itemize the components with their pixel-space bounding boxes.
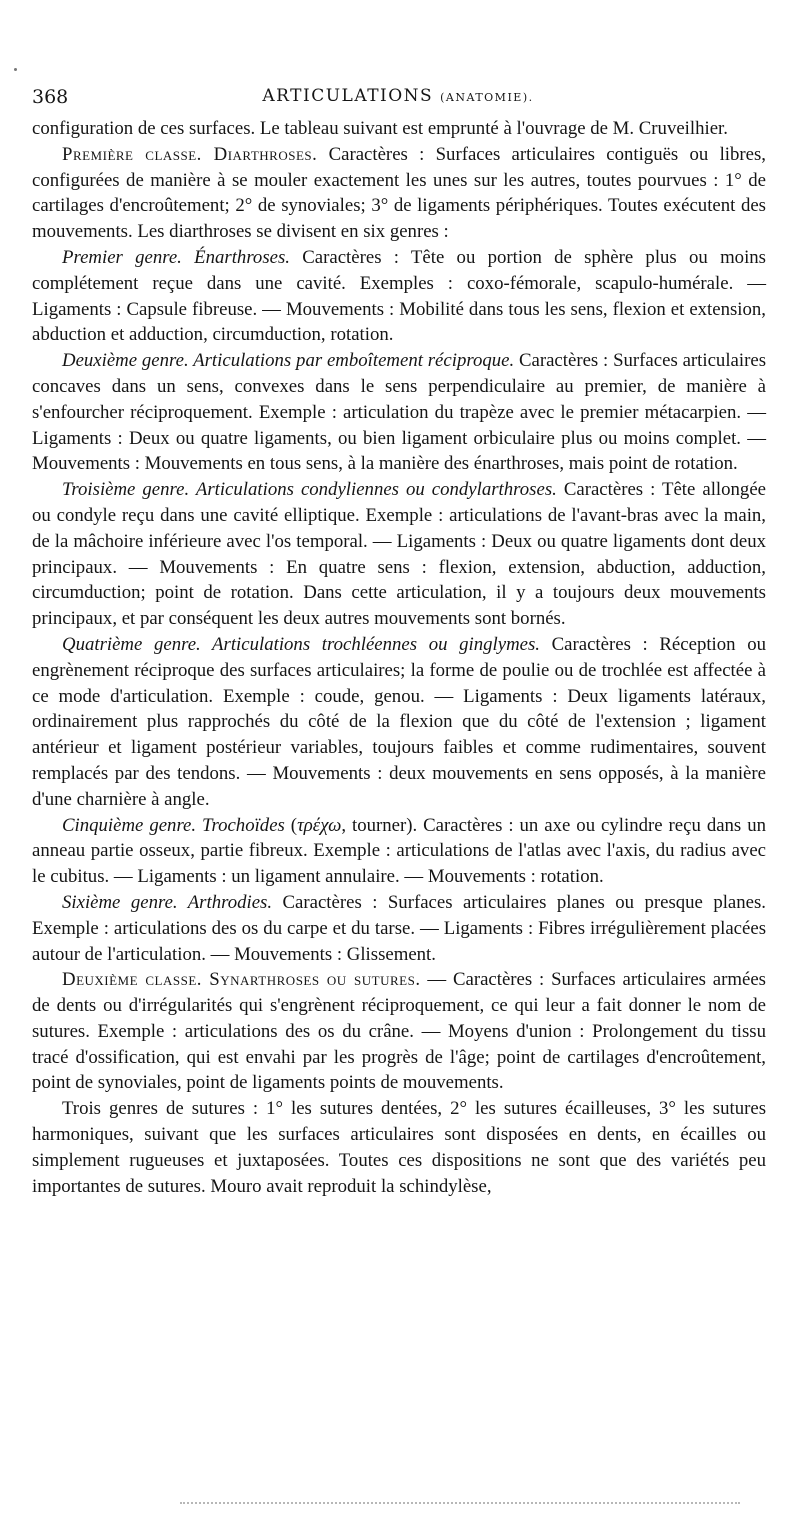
- paragraph-sixieme-genre: [32, 890, 766, 967]
- paragraph-deuxieme-genre: [32, 348, 766, 477]
- running-title: ARTICULATIONS: [262, 86, 434, 106]
- paragraph-text: Caractères : Réception ou engrènement réciproque des surfaces articulaires; la forme de poulie ou de trochlée est affectée à ce mode d'articulation. Exemple : coude, genou. — Ligaments : Deux ligaments latéraux, ordinairement plus rapprochés du côté de la flexion que du côté de l'extension ; ligament antérieur et ligament postérieur variables, toujours faibles et comme rudimentaires, souvent remplacés par des tendons. — Mouvements : deux mouvements en sens opposés, à la manière d'une charnière à angle.: [32, 633, 766, 810]
- paragraph-text: Caractères : Tête allongée ou condyle reçu dans une cavité elliptique. Exemple : articulations de l'avant-bras avec la main, de la mâchoire inférieure avec l'os temporal. — Ligaments : Deux ou quatre ligaments dont deux principaux. — Mouvements : En quatre sens : flexion, extension, abduction, adduction, circumduction; point de rotation. Dans cette articulation, il y a toujours deux mouvements principaux, et par conséquent les deux autres mouvements sont bornés.: [32, 479, 766, 630]
- paragraph-cinquieme-genre: [32, 813, 766, 890]
- footer-rule: [180, 1502, 740, 1508]
- paragraph-premier-genre: [32, 245, 766, 348]
- genre-label: Sixième genre. Arthrodies.: [62, 891, 273, 913]
- paragraph-text: Caractères : Surfaces articulaires contiguës ou libres, configurées de manière à se mouler exactement les unes sur les autres, toutes pourvues : 1° de cartilages d'encroûtement; 2° de synoviales; 3° de ligaments périphériques. Toutes exécutent des mouvements. Les diarthroses se divisent en six genres :: [32, 143, 766, 243]
- paragraph-sutures: Trois genres de sutures : 1° les sutures dentées, 2° les sutures écailleuses, 3° les sutures harmoniques, suivant que les surfaces articulaires sont disposées en dents, en écailles ou simplement rugueuses et juxtaposées. Toutes ces dispositions ne sont que des variétés peu importantes de sutures. Mouro avait reproduit la schindylèse,: [32, 1098, 766, 1197]
- paragraph-text: Caractères : Tête ou portion de sphère plus ou moins complétement reçue dans une cavité. Exemples : coxo-fémorale, scapulo-humérale. — Ligaments : Capsule fibreuse. — Mouvements : Mobilité dans tous les sens, flexion et extension, abduction et adduction, circumduction, rotation.: [32, 246, 766, 346]
- genre-label: Cinquième genre. Trochoïdes: [62, 814, 285, 836]
- body-text: [32, 116, 766, 1199]
- paragraph-intro: configuration de ces surfaces. Le tableau suivant est emprunté à l'ouvrage de M. Cruveilhier.: [32, 118, 728, 139]
- paragraph-premiere-classe: [32, 142, 766, 245]
- running-subtitle: (ANATOMIE).: [440, 91, 534, 104]
- genre-label: Troisième genre. Articulations condyliennes ou condylarthroses.: [62, 479, 557, 501]
- greek-paren: (: [284, 814, 298, 836]
- genre-label: Deuxième genre. Articulations par emboîtement réciproque.: [62, 350, 515, 372]
- page-number: 368: [32, 86, 69, 108]
- paragraph-troisieme-genre: [32, 477, 766, 632]
- section-label: Première classe. Diarthroses.: [62, 143, 318, 165]
- paragraph-text: , tourner). Caractères : un axe ou cylindre reçu dans un anneau partie osseux, partie fibreux. Exemple : articulations de l'atlas avec l'axis, du radius avec le cubitus. — Ligaments : un ligament annulaire. — Mouvements : rotation.: [32, 814, 766, 888]
- genre-label: Premier genre. Énarthroses.: [62, 246, 290, 268]
- running-head: [32, 86, 764, 106]
- genre-label: Quatrième genre. Articulations trochléennes ou ginglymes.: [62, 633, 540, 655]
- paragraph-text: — Caractères : Surfaces articulaires armées de dents ou d'irrégularités qui s'engrènent réciproquement, ce qui leur a fait donner le nom de sutures. Exemple : articulations des os du crâne. — Moyens d'union : Prolongement du tissu tracé d'ossification, qui est envahi par les progrès de l'âge; point de cartilages d'encroûtement, point de synoviales, point de ligaments points de mouvements.: [32, 969, 766, 1094]
- section-label: Deuxième classe. Synarthroses ou sutures.: [62, 969, 421, 991]
- paragraph-text: Caractères : Surfaces articulaires planes ou presque planes. Exemple : articulations des os du carpe et du tarse. — Ligaments : Fibres irrégulièrement placées autour de l'articulation. — Mouvements : Glissement.: [32, 891, 767, 965]
- paragraph-text: Caractères : Surfaces articulaires concaves dans un sens, convexes dans le sens perpendiculaire au premier, de manière à s'enfourcher réciproquement. Exemple : articulation du trapèze avec le premier métacarpien. — Ligaments : Deux ou quatre ligaments, ou bien ligament orbiculaire plus ou moins complet. — Mouvements : Mouvements en tous sens, à la manière des énarthroses, mais point de rotation.: [32, 350, 766, 475]
- greek-word: τρέχω: [297, 814, 342, 836]
- paragraph-deuxieme-classe: [32, 967, 766, 1096]
- page-header: [32, 86, 764, 112]
- paragraph-quatrieme-genre: [32, 632, 766, 813]
- print-speck: [14, 68, 17, 71]
